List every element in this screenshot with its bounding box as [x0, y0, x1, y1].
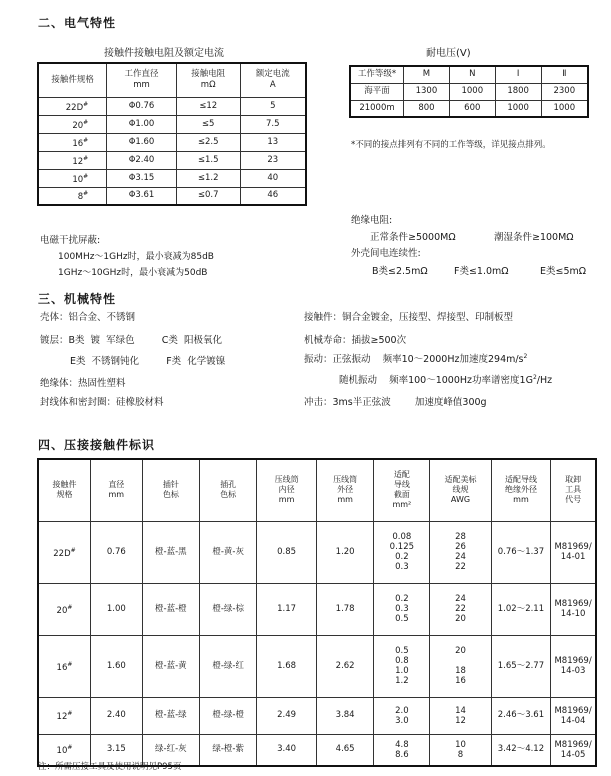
table-row: [38, 635, 596, 697]
table-cell: 绿-橙-紫: [200, 734, 257, 766]
table-cell: 橙-绿-棕: [200, 583, 257, 635]
table-cell: 0.76～1.37: [491, 521, 551, 583]
table-cell: 橙-绿-橙: [200, 697, 257, 734]
table-cell: 2.0 3.0: [374, 697, 430, 734]
table-cell: 20#: [38, 115, 107, 133]
table-cell: Φ2.40: [107, 151, 177, 169]
table-cell: 10#: [38, 169, 107, 187]
header-cell: 取卸 工具 代号: [551, 459, 596, 521]
table-cell: 1.17: [257, 583, 317, 635]
section-title-crimp: 四、压接接触件标识: [38, 438, 156, 452]
header-cell: I: [495, 66, 541, 83]
header-cell: 直径 mm: [90, 459, 142, 521]
emi-title: 电磁干扰屏蔽:: [40, 235, 101, 246]
table-cell: 0.2 0.3 0.5: [374, 583, 430, 635]
table-row: [38, 133, 306, 151]
table-cell: 1000: [449, 83, 495, 100]
insulation-title: 绝缘电阻:: [351, 215, 393, 226]
table-cell: 40: [240, 169, 306, 187]
footnote: 注：所需压接工具及使用说明见P95页: [38, 762, 182, 772]
table-cell: 10#: [38, 734, 90, 766]
table-cell: 3.15: [90, 734, 142, 766]
table-cell: 20 18 16: [430, 635, 491, 697]
table-cell: 24 22 20: [430, 583, 491, 635]
table-cell: 2300: [541, 83, 588, 100]
header-cell: 适配美标 线规 AWG: [430, 459, 491, 521]
table-cell: 46: [240, 187, 306, 205]
table-cell: 0.85: [257, 521, 317, 583]
table-row: [38, 115, 306, 133]
table-cell: 1.20: [316, 521, 374, 583]
table-cell: 14 12: [430, 697, 491, 734]
table-cell: Φ3.61: [107, 187, 177, 205]
table-row: [38, 187, 306, 205]
table-cell: M81969/ 14-01: [551, 521, 596, 583]
table-cell: 12#: [38, 151, 107, 169]
table-cell: 2.46～3.61: [491, 697, 551, 734]
table-cell: 8#: [38, 187, 107, 205]
table-cell: Φ1.00: [107, 115, 177, 133]
header-cell: 压线筒 内径 mm: [257, 459, 317, 521]
plating-line-1: 镀层：B类 镀 军绿色 C类 阳极氧化: [40, 335, 222, 346]
vibration-random: 随机振动 频率100～1000Hz功率谱密度$1G^2/Hz$: [339, 373, 553, 386]
contact-resistance-table: [37, 62, 307, 206]
header-cell: M: [404, 66, 450, 83]
table-cell: M81969/ 14-10: [551, 583, 596, 635]
table-row: [38, 97, 306, 115]
table-cell: 21000m: [350, 100, 404, 117]
table-cell: 4.65: [316, 734, 374, 766]
table-cell: ≤12: [176, 97, 240, 115]
voltage-table-caption: 耐电压(V): [426, 48, 471, 59]
emi-line-1: 100MHz～1GHz时，最小衰减为85dB: [58, 252, 214, 262]
table-cell: 2.62: [316, 635, 374, 697]
shell-class-b: B类≤2.5mΩ: [372, 266, 428, 277]
table-cell: 橙-蓝-橙: [142, 583, 199, 635]
voltage-note: *不同的接点排列有不同的工作等级，详见接点排列。: [351, 140, 551, 150]
table-cell: 28 26 24 22: [430, 521, 491, 583]
mechanical-life: 机械寿命：插拔≥500次: [304, 335, 407, 346]
table-cell: 4.8 8.6: [374, 734, 430, 766]
table-cell: 16#: [38, 635, 90, 697]
table-cell: Φ0.76: [107, 97, 177, 115]
shell-material: 壳体：铝合金、不锈钢: [40, 312, 136, 323]
header-cell: 压线筒 外径 mm: [316, 459, 374, 521]
contact-type: 接触件：铜合金镀金，压接型、焊接型、印制板型: [304, 312, 514, 323]
header-cell: 工作直径 mm: [107, 63, 177, 97]
header-cell: 工作等级*: [350, 66, 404, 83]
header-cell: 适配导线 绝缘外径 mm: [491, 459, 551, 521]
table-row: [38, 151, 306, 169]
withstand-voltage-table: [349, 65, 589, 118]
table-cell: 3.42～4.12: [491, 734, 551, 766]
table-cell: 22D#: [38, 521, 90, 583]
table-row: [38, 169, 306, 187]
table-cell: 3.40: [257, 734, 317, 766]
table-cell: 20#: [38, 583, 90, 635]
table-cell: 1000: [495, 100, 541, 117]
table-cell: 1300: [404, 83, 450, 100]
section-title-mechanical: 三、机械特性: [38, 292, 117, 306]
crimp-contact-table: [37, 458, 597, 767]
table-cell: 橙-绿-红: [200, 635, 257, 697]
vibration-sine: 振动：正弦振动 频率10～2000Hz加速度$294m/s^2$: [304, 352, 528, 365]
table-cell: 橙-黄-灰: [200, 521, 257, 583]
table-cell: ≤5: [176, 115, 240, 133]
table-cell: 1.68: [257, 635, 317, 697]
table-cell: 1.00: [90, 583, 142, 635]
header-cell: 插孔 色标: [200, 459, 257, 521]
insulation-humid: 潮湿条件≥100MΩ: [494, 232, 574, 243]
table-cell: 1.02～2.11: [491, 583, 551, 635]
table-cell: 3.84: [316, 697, 374, 734]
table-cell: 600: [449, 100, 495, 117]
table-cell: 13: [240, 133, 306, 151]
header-cell: 接触件规格: [38, 63, 107, 97]
table-cell: 23: [240, 151, 306, 169]
shock-spec: 冲击：3ms半正弦波 加速度峰值300g: [304, 397, 487, 408]
table-row: [38, 583, 596, 635]
section-title-electrical: 二、电气特性: [38, 16, 117, 30]
header-cell: 接触电阻 mΩ: [176, 63, 240, 97]
plating-line-2: E类 不锈钢钝化 F类 化学镀镍: [70, 356, 226, 367]
table-cell: ≤1.2: [176, 169, 240, 187]
table-cell: Φ3.15: [107, 169, 177, 187]
seal-material: 封线体和密封圈：硅橡胶材料: [40, 397, 164, 408]
table-cell: 1.78: [316, 583, 374, 635]
table-cell: 绿-红-灰: [142, 734, 199, 766]
table-cell: 800: [404, 100, 450, 117]
header-cell: N: [449, 66, 495, 83]
table-cell: M81969/ 14-05: [551, 734, 596, 766]
table-cell: 0.08 0.125 0.2 0.3: [374, 521, 430, 583]
table-cell: 2.49: [257, 697, 317, 734]
table-cell: ≤0.7: [176, 187, 240, 205]
table-cell: 12#: [38, 697, 90, 734]
header-cell: 插针 色标: [142, 459, 199, 521]
table-cell: ≤1.5: [176, 151, 240, 169]
table-cell: 7.5: [240, 115, 306, 133]
table-cell: 橙-蓝-黑: [142, 521, 199, 583]
table-row: [38, 697, 596, 734]
table-cell: 1000: [541, 100, 588, 117]
header-cell: 适配 导线 截面 mm²: [374, 459, 430, 521]
header-cell: Ⅱ: [541, 66, 588, 83]
table-cell: Φ1.60: [107, 133, 177, 151]
table-cell: 2.40: [90, 697, 142, 734]
shell-continuity-title: 外壳间电连续性:: [351, 248, 421, 259]
table-cell: M81969/ 14-03: [551, 635, 596, 697]
table-row: [38, 521, 596, 583]
table-cell: 0.5 0.8 1.0 1.2: [374, 635, 430, 697]
table-cell: 橙-蓝-黄: [142, 635, 199, 697]
table-cell: 10 8: [430, 734, 491, 766]
table-cell: 1.60: [90, 635, 142, 697]
emi-line-2: 1GHz～10GHz时，最小衰减为50dB: [58, 268, 208, 278]
shell-class-f: F类≤1.0mΩ: [454, 266, 509, 277]
table-cell: 橙-蓝-绿: [142, 697, 199, 734]
table-cell: 1800: [495, 83, 541, 100]
table-cell: M81969/ 14-04: [551, 697, 596, 734]
table-cell: 1.65～2.77: [491, 635, 551, 697]
table-cell: ≤2.5: [176, 133, 240, 151]
table-cell: 22D#: [38, 97, 107, 115]
table-cell: 海平面: [350, 83, 404, 100]
shell-class-e: E类≤5mΩ: [540, 266, 587, 277]
insulator-material: 绝缘体：热固性塑料: [40, 378, 126, 389]
header-cell: 接触件 规格: [38, 459, 90, 521]
header-cell: 额定电流 A: [240, 63, 306, 97]
table-cell: 0.76: [90, 521, 142, 583]
insulation-normal: 正常条件≥5000MΩ: [370, 232, 456, 243]
contact-table-caption: 接触件接触电阻及额定电流: [104, 48, 224, 59]
table-cell: 5: [240, 97, 306, 115]
table-cell: 16#: [38, 133, 107, 151]
